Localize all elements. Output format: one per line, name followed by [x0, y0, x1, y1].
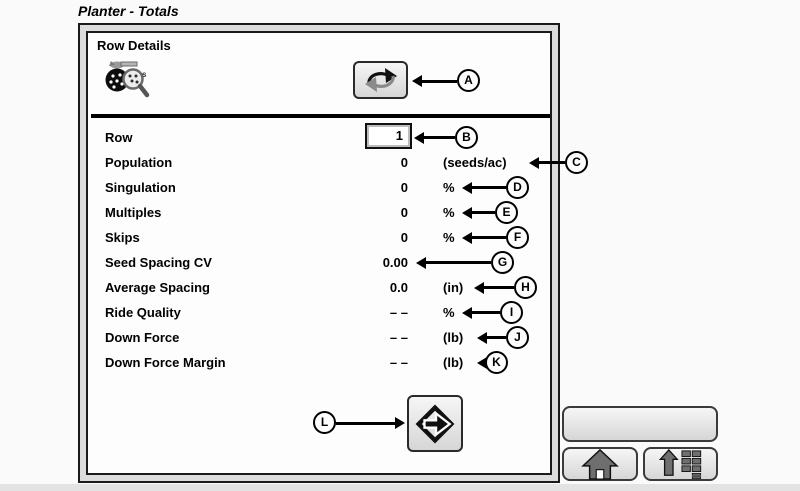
row-unit: (lb) [443, 355, 464, 370]
enter-diamond-arrow-icon [414, 403, 456, 445]
row-unit: % [443, 305, 455, 320]
row-label: Ride Quality [105, 305, 181, 320]
data-row-singulation [0, 175, 800, 200]
up-arrow-menu-icon [658, 449, 704, 479]
home-button[interactable] [562, 447, 638, 481]
data-row-multiples [0, 200, 800, 225]
arrowhead-icon [462, 307, 472, 319]
blank-button[interactable] [562, 406, 718, 442]
row-value: 0.0 [389, 280, 408, 295]
data-row-average-spacing [0, 275, 800, 300]
annotation-arrow [485, 336, 506, 339]
arrowhead-icon [462, 182, 472, 194]
row-label: Population [105, 155, 173, 170]
row-unit: (lb) [443, 330, 464, 345]
row-unit: (seeds/ac) [443, 155, 507, 170]
data-row-ride-quality [0, 300, 800, 325]
annotation-letter-g: G [491, 251, 514, 274]
arrowhead-icon [477, 332, 487, 344]
annotation-letter-f: F [506, 226, 529, 249]
row-label: Row [105, 130, 133, 145]
row-value: 0 [400, 205, 408, 220]
row-value: 0 [400, 230, 408, 245]
seed-row-inspect-icon [101, 55, 151, 105]
annotation-arrow [422, 136, 455, 139]
row-unit: % [443, 230, 455, 245]
annotation-arrow [470, 211, 495, 214]
arrowhead-icon [462, 232, 472, 244]
row-unit: % [443, 180, 455, 195]
row-number-input[interactable]: 1 [365, 123, 412, 149]
annotation-arrow [424, 261, 491, 264]
row-label: Down Force Margin [105, 355, 226, 370]
annotation-letter-k: K [485, 351, 508, 374]
home-icon [580, 448, 620, 480]
annotation-letter-h: H [514, 276, 537, 299]
data-row-down-force-margin [0, 350, 800, 375]
annotation-arrow [470, 311, 500, 314]
bottom-strip [0, 484, 800, 491]
data-row-row [0, 125, 800, 150]
data-row-seed-spacing-cv [0, 250, 800, 275]
data-row-skips [0, 225, 800, 250]
enter-button[interactable] [407, 395, 463, 452]
annotation-letter-c: C [565, 151, 588, 174]
annotation-letter-b: B [455, 126, 478, 149]
annotation-letter-l: L [313, 411, 336, 434]
row-label: Average Spacing [105, 280, 211, 295]
annotation-arrow [482, 286, 514, 289]
annotation-arrow [470, 186, 506, 189]
annotation-letter-e: E [495, 201, 518, 224]
arrowhead-icon [462, 207, 472, 219]
row-unit: % [443, 205, 455, 220]
annotation-letter-j: J [506, 326, 529, 349]
row-value: 0 [400, 180, 408, 195]
row-value: 0.00 [382, 255, 408, 270]
row-unit: (in) [443, 280, 464, 295]
row-label: Down Force [105, 330, 180, 345]
row-label: Seed Spacing CV [105, 255, 212, 270]
annotation-letter-i: I [500, 301, 523, 324]
annotation-arrow [537, 161, 565, 164]
row-value: – – [389, 355, 408, 370]
data-row-down-force [0, 325, 800, 350]
row-value: 0 [400, 155, 408, 170]
arrowhead-icon [414, 132, 424, 144]
row-label: Multiples [105, 205, 162, 220]
row-value: – – [389, 305, 408, 320]
page-title: Planter - Totals [78, 3, 179, 19]
dialog-title: Row Details [97, 38, 171, 53]
data-row-population [0, 150, 800, 175]
refresh-cycle-icon [361, 66, 401, 94]
refresh-button[interactable] [353, 61, 408, 99]
svg-text:s: s [142, 70, 147, 79]
annotation-letter-d: D [506, 176, 529, 199]
row-value: – – [389, 330, 408, 345]
row-label: Skips [105, 230, 140, 245]
arrowhead-icon [529, 157, 539, 169]
row-label: Singulation [105, 180, 176, 195]
arrowhead-icon [416, 257, 426, 269]
up-menu-button[interactable] [643, 447, 718, 481]
header-separator [91, 114, 550, 118]
annotation-arrow [470, 236, 506, 239]
arrowhead-icon [474, 282, 484, 294]
annotation-letter-a: A [457, 69, 480, 92]
